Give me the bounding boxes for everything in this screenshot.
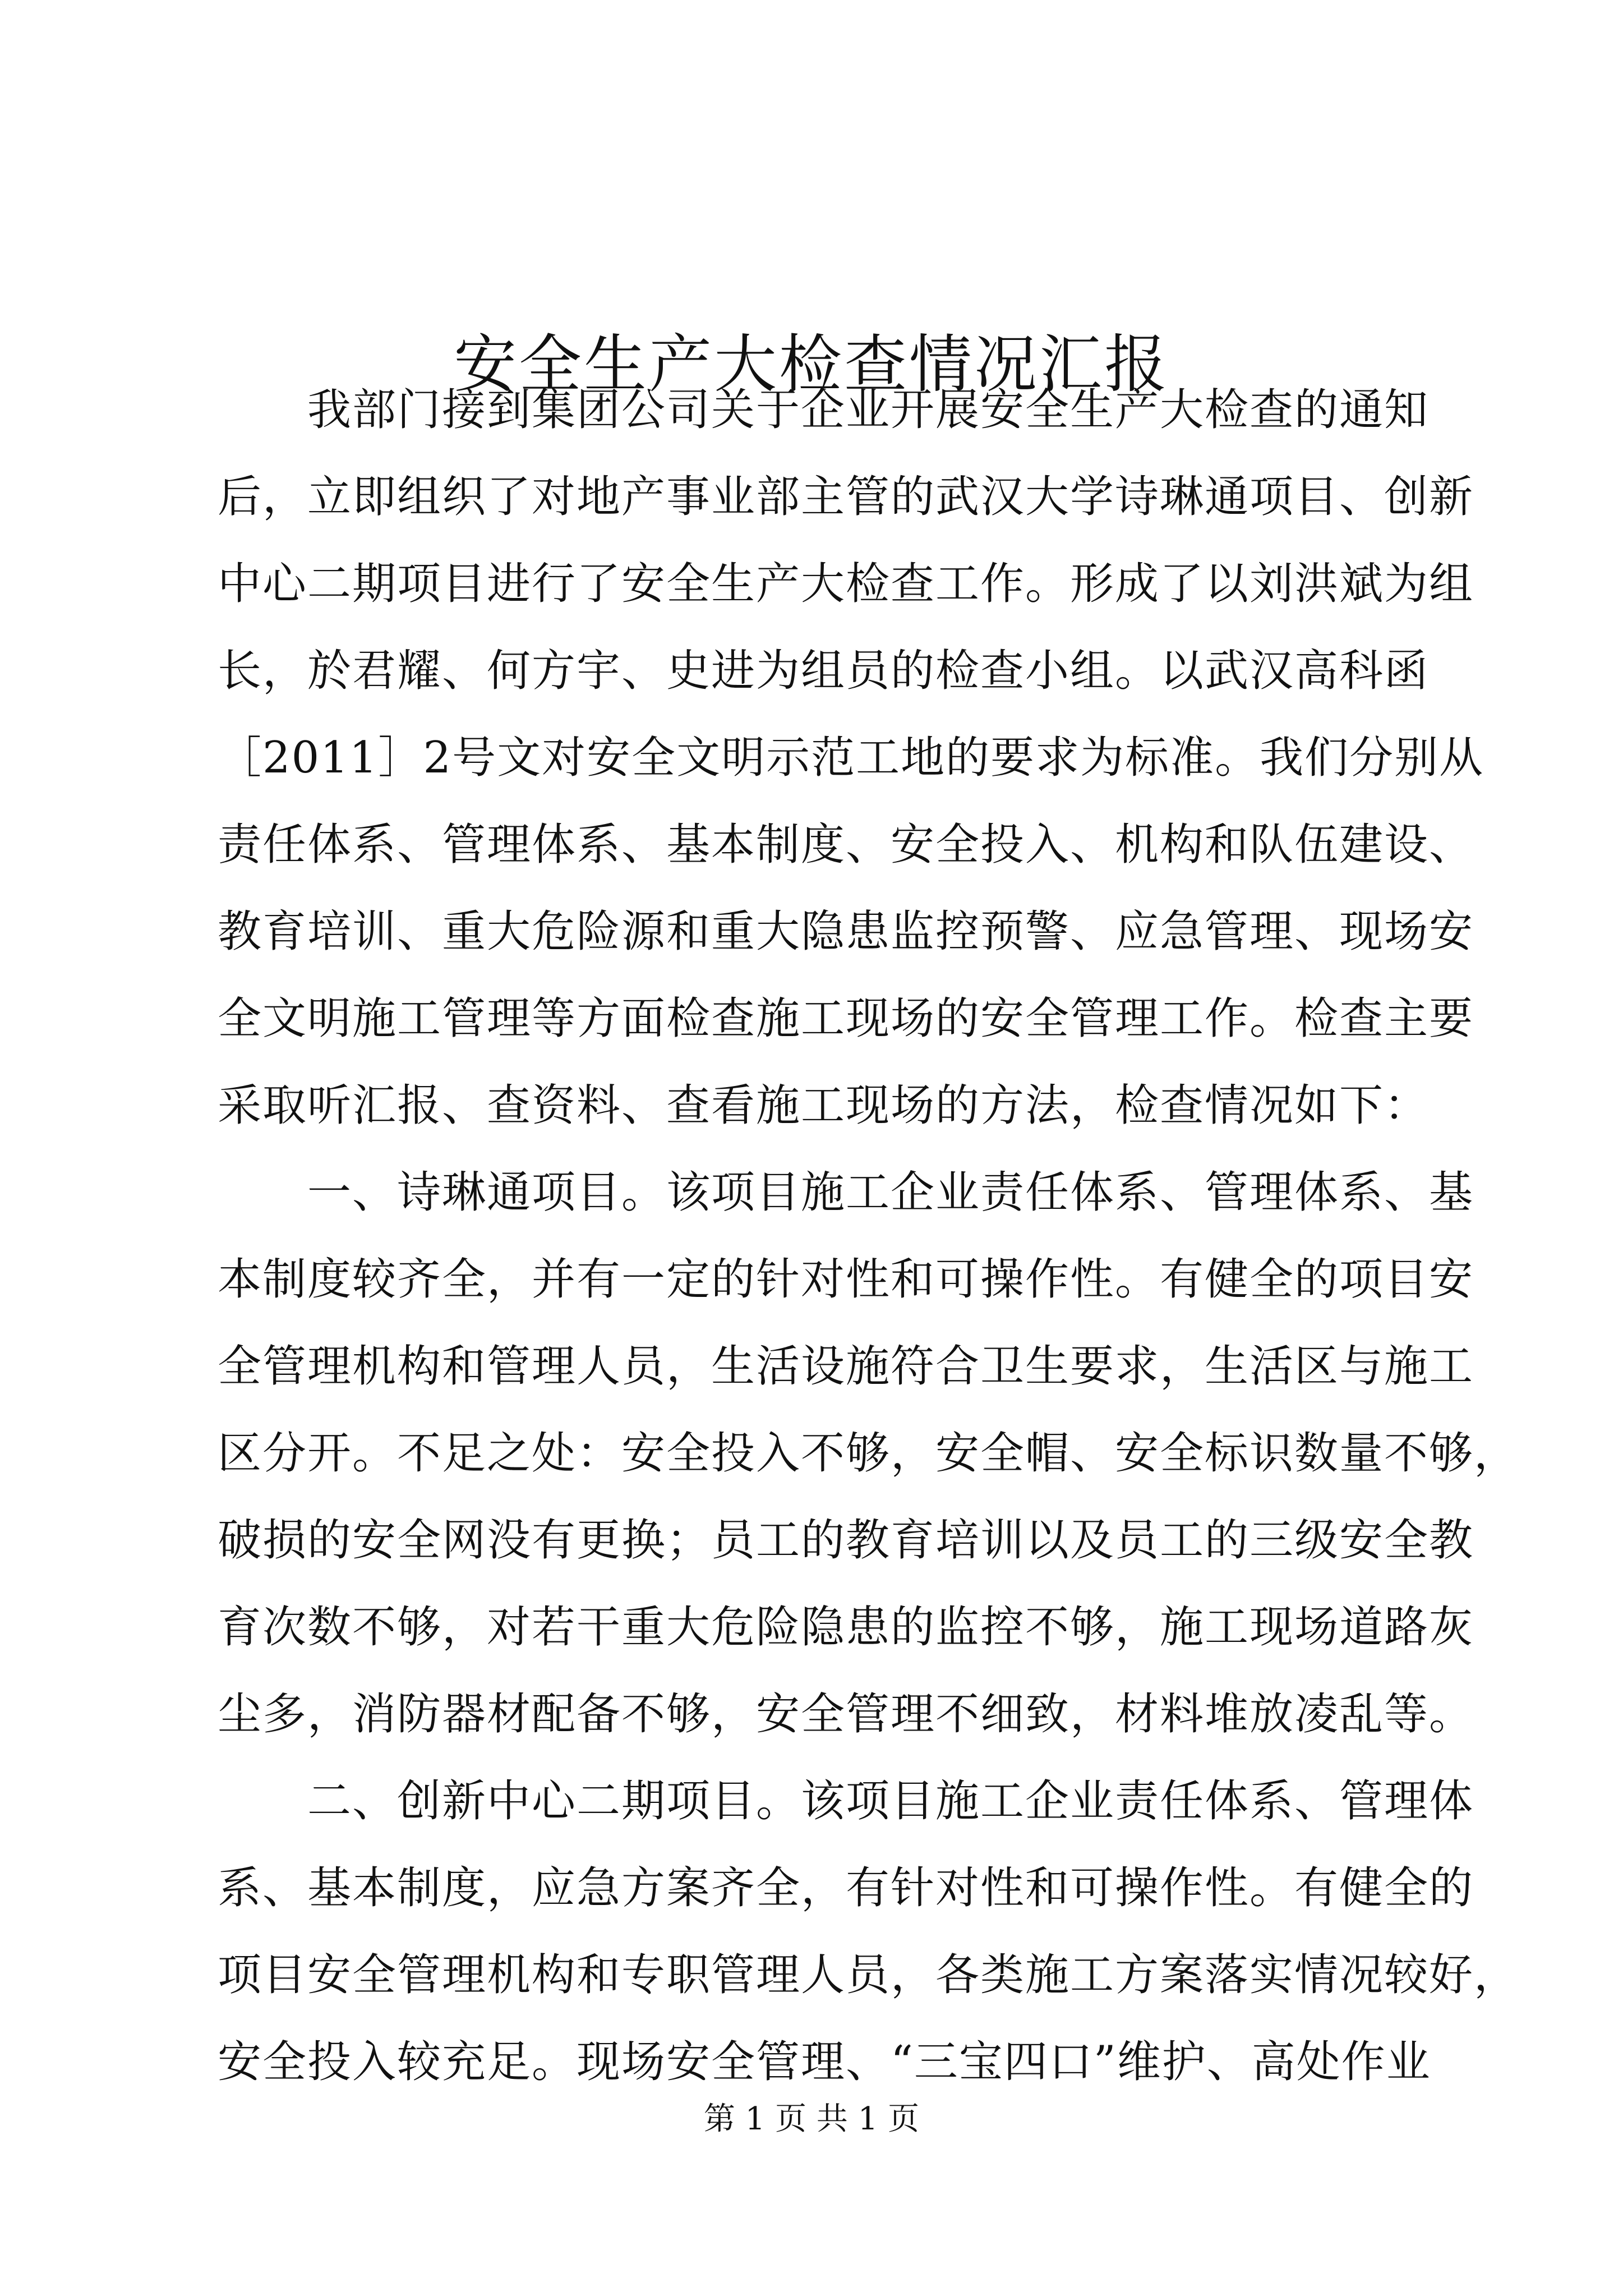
text-line: 破损的安全网没有更换；员工的教育培训以及员工的三级安全教 <box>218 1515 1474 1566</box>
page-number-footer: 第 1 页 共 1 页 <box>703 2101 920 2137</box>
text-line: 采取听汇报、查资料、查看施工现场的方法，检查情况如下： <box>218 1080 1430 1131</box>
text-line: 项目安全管理机构和专职管理人员，各类施工方案落实情况较好， <box>218 1950 1519 2000</box>
text-line: 育次数不够，对若干重大危险隐患的监控不够，施工现场道路灰 <box>218 1602 1474 1653</box>
text-line: 中心二期项目进行了安全生产大检查工作。形成了以刘洪斌为组 <box>218 559 1474 609</box>
document-body <box>218 367 1519 2106</box>
text-line: 我部门接到集团公司关于企业开展安全生产大检查的通知 <box>307 385 1430 435</box>
text-line: 尘多，消防器材配备不够，安全管理不细致，材料堆放凌乱等。 <box>218 1689 1474 1740</box>
paragraph <box>218 1149 1519 1758</box>
text-line: 全文明施工管理等方面检查施工现场的安全管理工作。检查主要 <box>218 993 1474 1044</box>
text-line: 二、创新中心二期项目。该项目施工企业责任体系、管理体 <box>307 1776 1474 1826</box>
text-line: ［2011］2号文对安全文明示范工地的要求为标准。我们分别从 <box>218 733 1484 783</box>
text-line: 区分开。不足之处：安全投入不够，安全帽、安全标识数量不够， <box>218 1428 1519 1479</box>
paragraph <box>218 1758 1519 2106</box>
text-line: 后，立即组织了对地产事业部主管的武汉大学诗琳通项目、创新 <box>218 472 1474 522</box>
text-line: 系、基本制度，应急方案齐全，有针对性和可操作性。有健全的 <box>218 1863 1474 1913</box>
paragraph <box>218 367 1484 1149</box>
text-line: 责任体系、管理体系、基本制度、安全投入、机构和队伍建设、 <box>218 820 1474 870</box>
text-line: 安全投入较充足。现场安全管理、“三宝四口”维护、高处作业 <box>218 2037 1431 2087</box>
text-line: 教育培训、重大危险源和重大隐患监控预警、应急管理、现场安 <box>218 907 1474 957</box>
text-line: 全管理机构和管理人员，生活设施符合卫生要求，生活区与施工 <box>218 1341 1474 1392</box>
text-line: 长，於君耀、何方宇、史进为组员的检查小组。以武汉高科函 <box>218 646 1430 696</box>
text-line: 一、诗琳通项目。该项目施工企业责任体系、管理体系、基 <box>307 1167 1474 1218</box>
document-title: 安全生产大检查情况汇报 <box>454 328 1169 402</box>
text-line: 本制度较齐全，并有一定的针对性和可操作性。有健全的项目安 <box>218 1254 1474 1305</box>
